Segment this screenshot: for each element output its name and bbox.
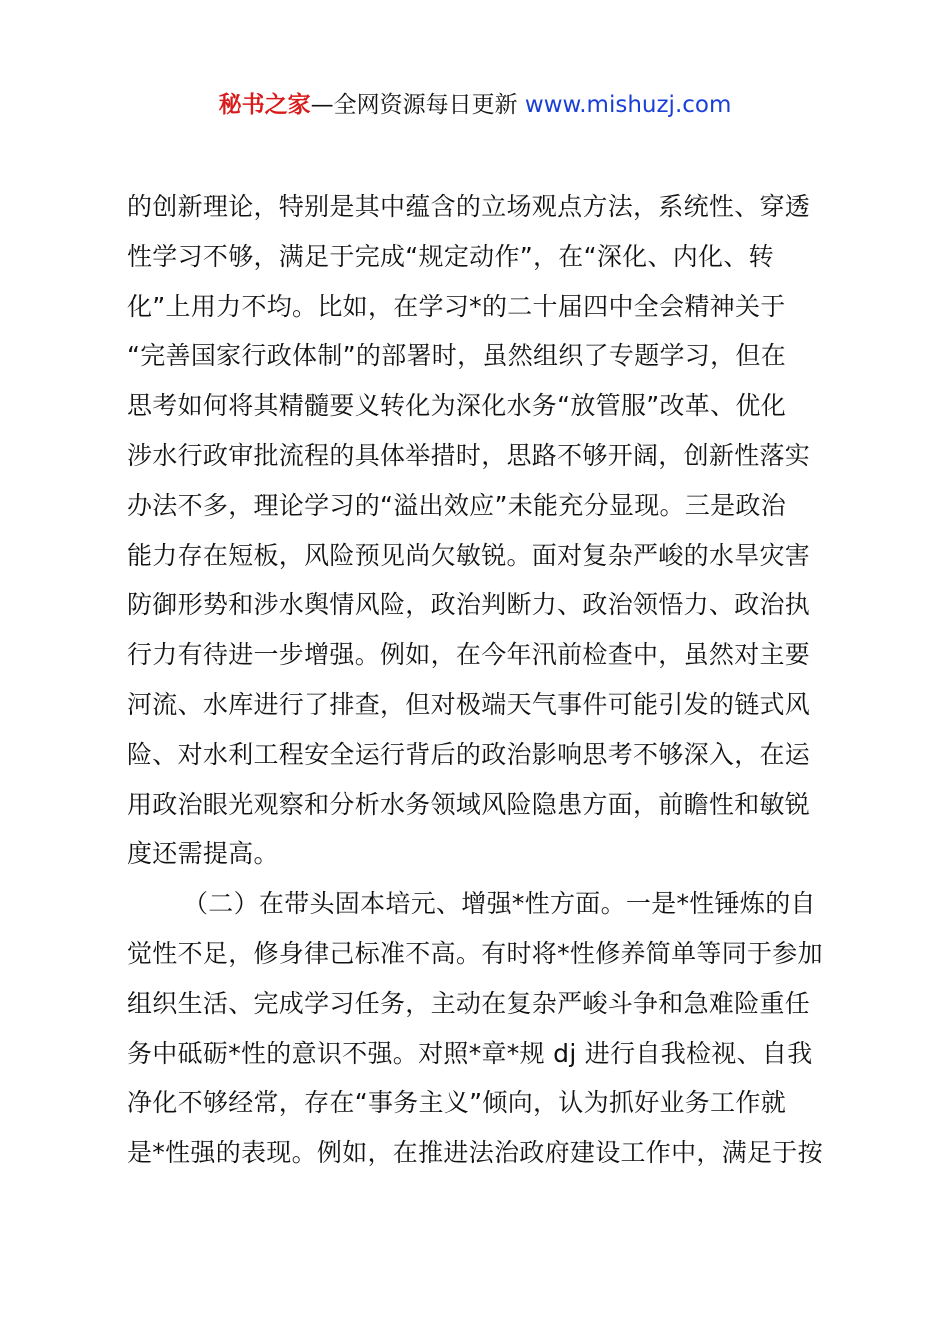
text-line: 涉水行政审批流程的具体举措时，思路不够开阔，创新性落实 — [127, 440, 811, 470]
text-line: 用政治眼光观察和分析水务领域风险隐患方面，前瞻性和敏锐 — [127, 789, 811, 819]
text-line: 性学习不够，满足于完成“规定动作”，在“深化、内化、转 — [127, 241, 774, 271]
section-heading-line: （二）在带头固本培元、增强*性方面。一是*性锤炼的自 — [183, 889, 816, 919]
text-line: 务中砥砺*性的意识不强。对照*章*规 dj 进行自我检视、自我 — [127, 1038, 813, 1068]
text-line: 化”上用力不均。比如，在学习*的二十届四中全会精神关于 — [127, 291, 786, 321]
text-line: 思考如何将其精髓要义转化为深化水务“放管服”改革、优化 — [127, 391, 787, 421]
site-url-link[interactable]: www.mishuzj.com — [524, 92, 732, 118]
text-line: “完善国家行政体制”的部署时，虽然组织了专题学习，但在 — [127, 341, 787, 371]
text-line: 行力有待进一步增强。例如，在今年汛前检查中，虽然对主要 — [127, 640, 811, 670]
text-line: 组织生活、完成学习任务，主动在复杂严峻斗争和急难险重任 — [127, 988, 811, 1018]
header-slogan: —全网资源每日更新 — [310, 92, 525, 118]
text-line: 的创新理论，特别是其中蕴含的立场观点方法，系统性、穿透 — [127, 192, 811, 221]
text-line: 防御形势和涉水舆情风险，政治判断力、政治领悟力、政治执 — [127, 590, 811, 620]
text-line: 净化不够经常，存在“事务主义”倾向，认为抓好业务工作就 — [127, 1088, 787, 1118]
text-line: 河流、水库进行了排查，但对极端天气事件可能引发的链式风 — [127, 689, 811, 719]
text-line: 办法不多，理论学习的“溢出效应”未能充分显现。三是政治 — [127, 490, 787, 520]
document-body — [127, 182, 837, 1178]
text-line: 险、对水利工程安全运行背后的政治影响思考不够深入，在运 — [127, 739, 811, 769]
text-line: 度还需提高。 — [127, 839, 279, 869]
text-line: 能力存在短板，风险预见尚欠敏锐。面对复杂严峻的水旱灾害 — [127, 540, 811, 570]
text-line: 是*性强的表现。例如，在推进法治政府建设工作中，满足于按 — [127, 1138, 823, 1168]
brand-name: 秘书之家 — [218, 92, 311, 118]
text-line: 觉性不足，修身律己标准不高。有时将*性修养简单等同于参加 — [127, 938, 823, 968]
site-header — [0, 88, 950, 122]
